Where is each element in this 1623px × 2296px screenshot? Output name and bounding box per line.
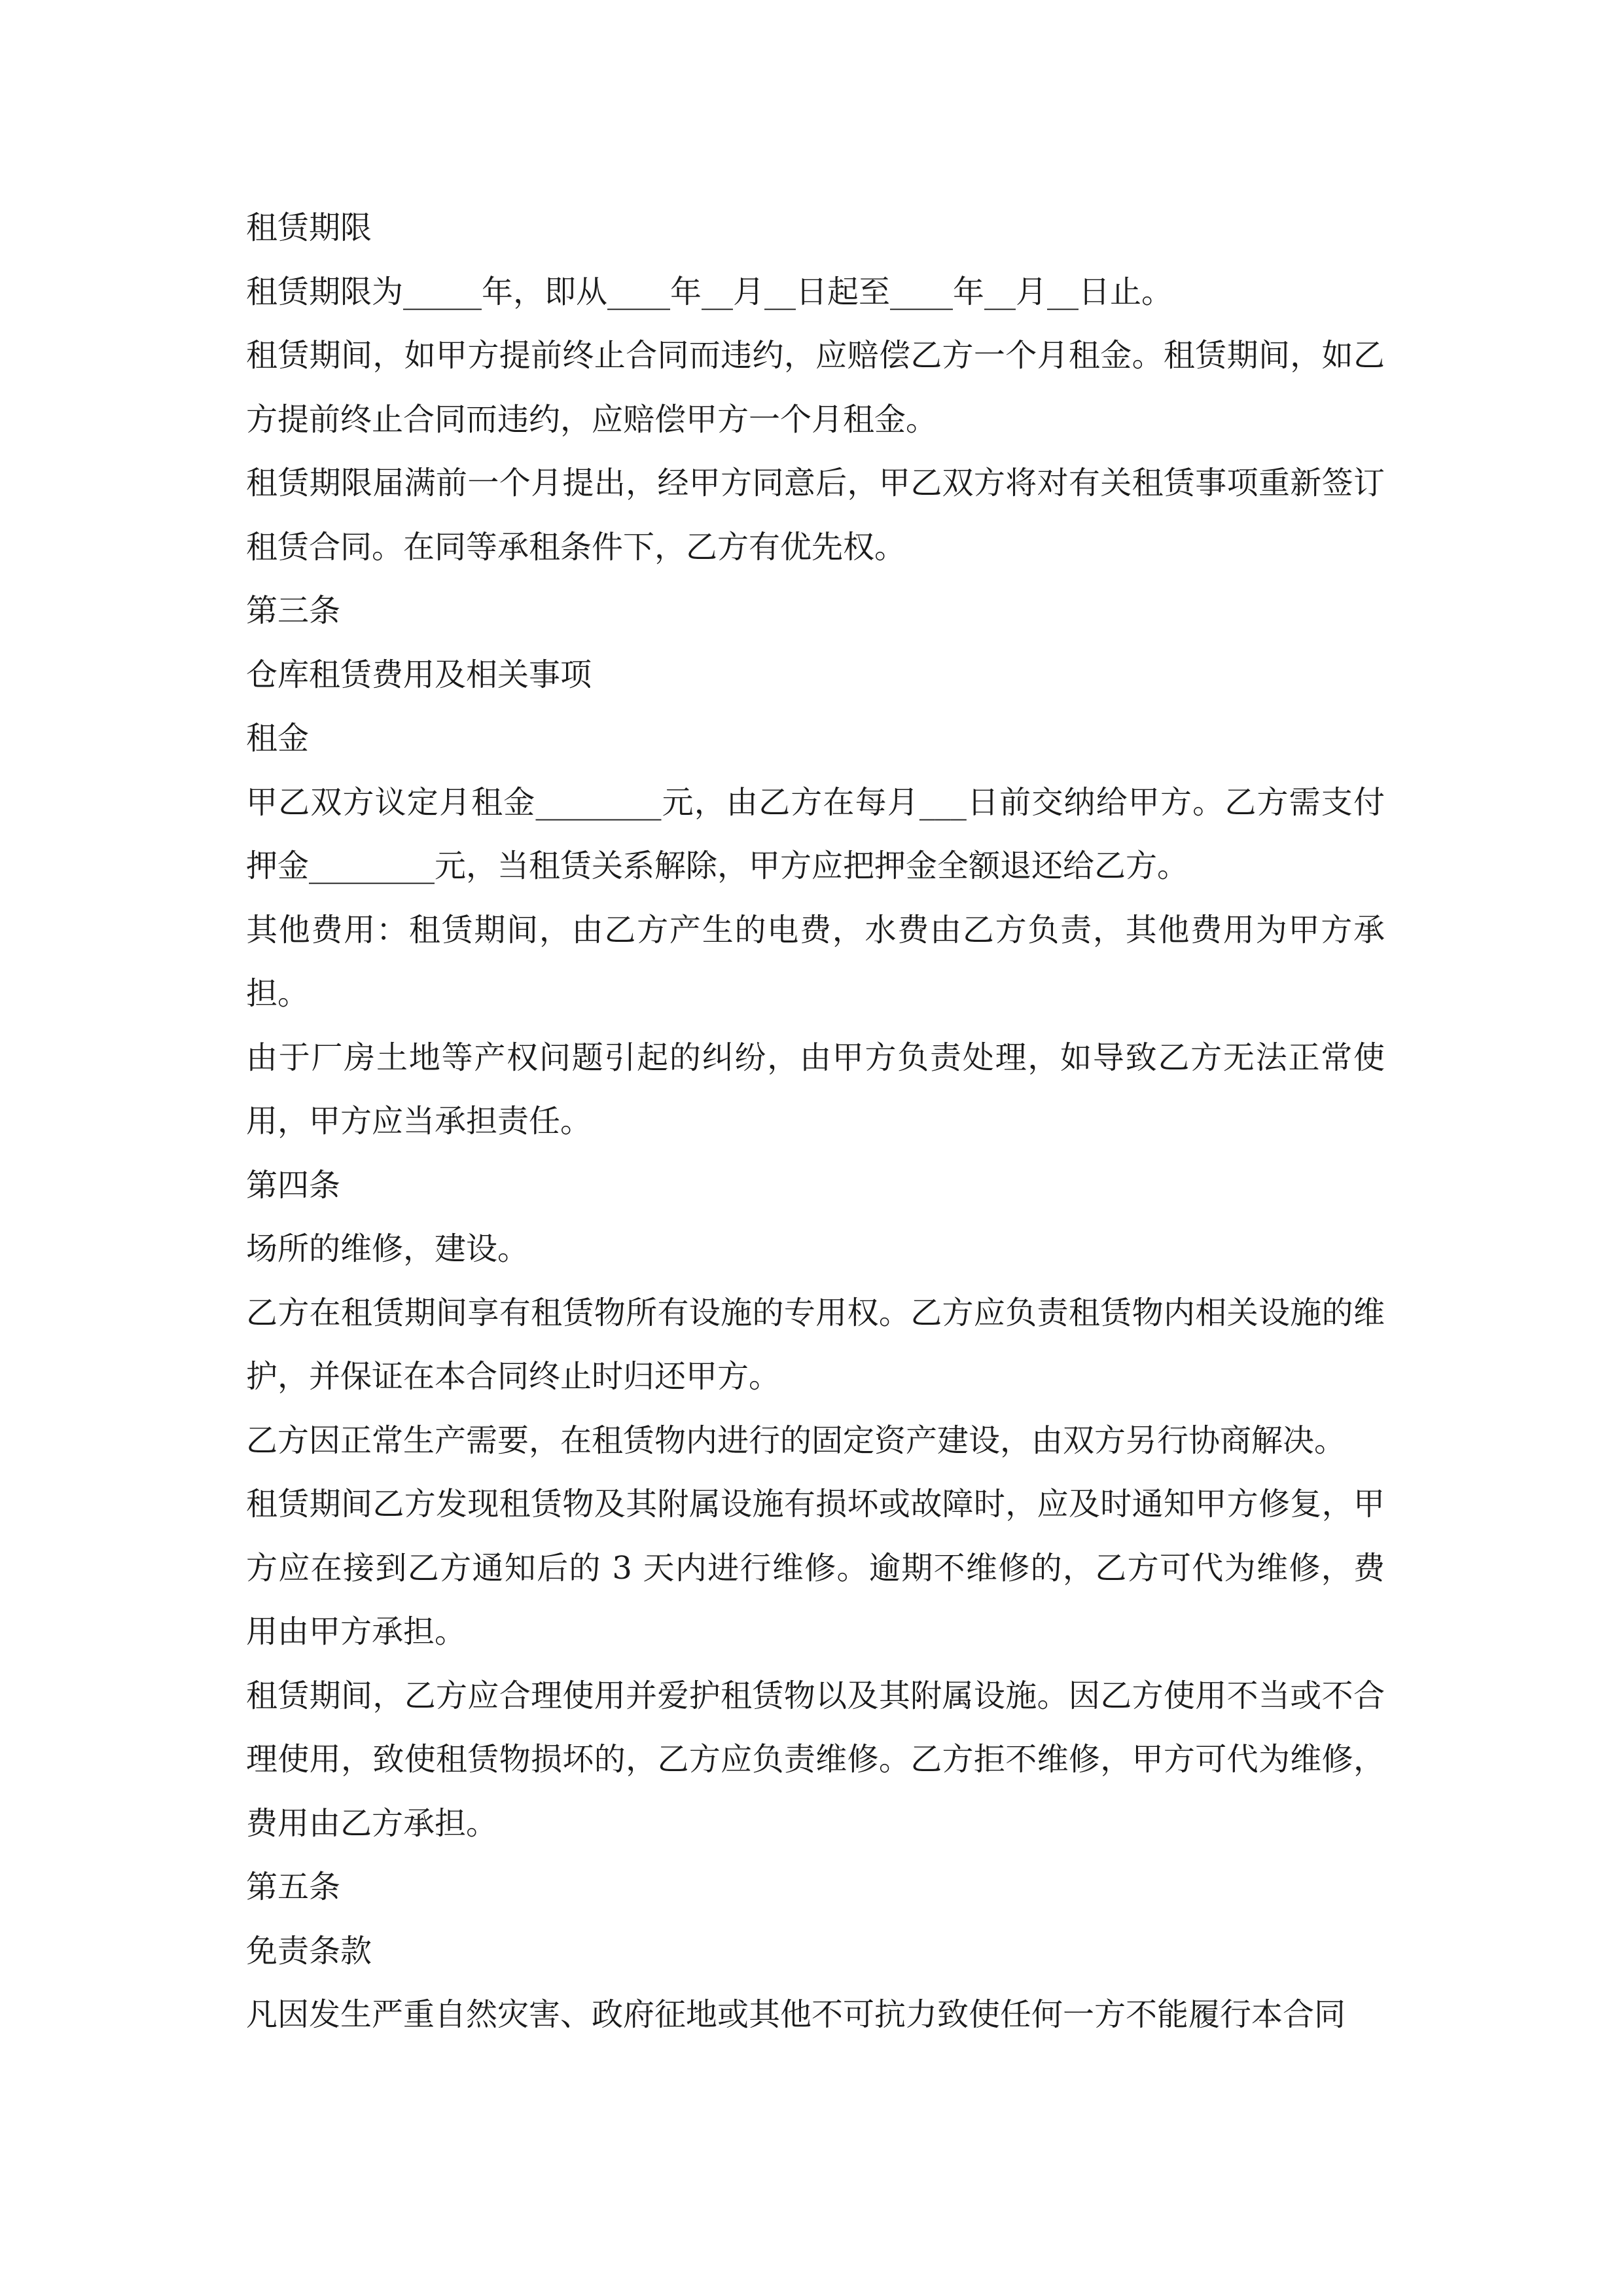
article-heading-4: 第四条 — [246, 1166, 341, 1204]
paragraph-other-fees: 其他费用：租赁期间，由乙方产生的电费，水费由乙方负责，其他费用为甲方承担。 — [246, 911, 1385, 1012]
paragraph-property-disputes: 由于厂房土地等产权问题引起的纠纷，由甲方负责处理，如导致乙方无法正常使用，甲方应当承担责任。 — [246, 1039, 1385, 1139]
section-heading-rent: 租金 — [246, 720, 310, 757]
paragraph-proper-use: 租赁期间，乙方应合理使用并爱护租赁物以及其附属设施。因乙方使用不当或不合理使用，致使租赁物损坏的，乙方应负责维修。乙方拒不维修，甲方可代为维修，费用由乙方承担。 — [246, 1677, 1385, 1842]
article-heading-5: 第五条 — [246, 1869, 341, 1905]
paragraph-rent-deposit: 甲乙双方议定月租金________元，由乙方在每月___日前交纳给甲方。乙方需支付押金________元，当租赁关系解除，甲方应把押金全额退还给乙方。 — [246, 783, 1385, 884]
paragraph-fixed-assets: 乙方因正常生产需要，在租赁物内进行的固定资产建设，由双方另行协商解决。 — [246, 1422, 1346, 1459]
document-body — [246, 196, 1385, 2047]
article-heading-3: 第三条 — [246, 592, 341, 629]
section-heading-lease-term: 租赁期限 — [246, 209, 372, 246]
section-heading-maintenance: 场所的维修，建设。 — [246, 1230, 529, 1267]
paragraph-renewal: 租赁期限届满前一个月提出，经甲方同意后，甲乙双方将对有关租赁事项重新签订租赁合同。在同等承租条件下，乙方有优先权。 — [246, 465, 1385, 565]
paragraph-repairs: 租赁期间乙方发现租赁物及其附属设施有损坏或故障时，应及时通知甲方修复，甲方应在接到乙方通知后的 3 天内进行维修。逾期不维修的，乙方可代为维修，费用由甲方承担。 — [246, 1486, 1385, 1650]
section-heading-exemption: 免责条款 — [246, 1932, 372, 1969]
paragraph-force-majeure: 凡因发生严重自然灾害、政府征地或其他不可抗力致使任何一方不能履行本合同 — [246, 1996, 1346, 2033]
paragraph-lease-term-dates: 租赁期限为_____年，即从____年__月__日起至____年__月__日止。 — [246, 273, 1173, 310]
paragraph-exclusive-use: 乙方在租赁期间享有租赁物所有设施的专用权。乙方应负责租赁物内相关设施的维护，并保证在本合同终止时归还甲方。 — [246, 1294, 1385, 1395]
section-heading-fees: 仓库租赁费用及相关事项 — [246, 656, 592, 693]
paragraph-early-termination: 租赁期间，如甲方提前终止合同而违约，应赔偿乙方一个月租金。租赁期间，如乙方提前终止合同而违约，应赔偿甲方一个月租金。 — [246, 337, 1385, 438]
